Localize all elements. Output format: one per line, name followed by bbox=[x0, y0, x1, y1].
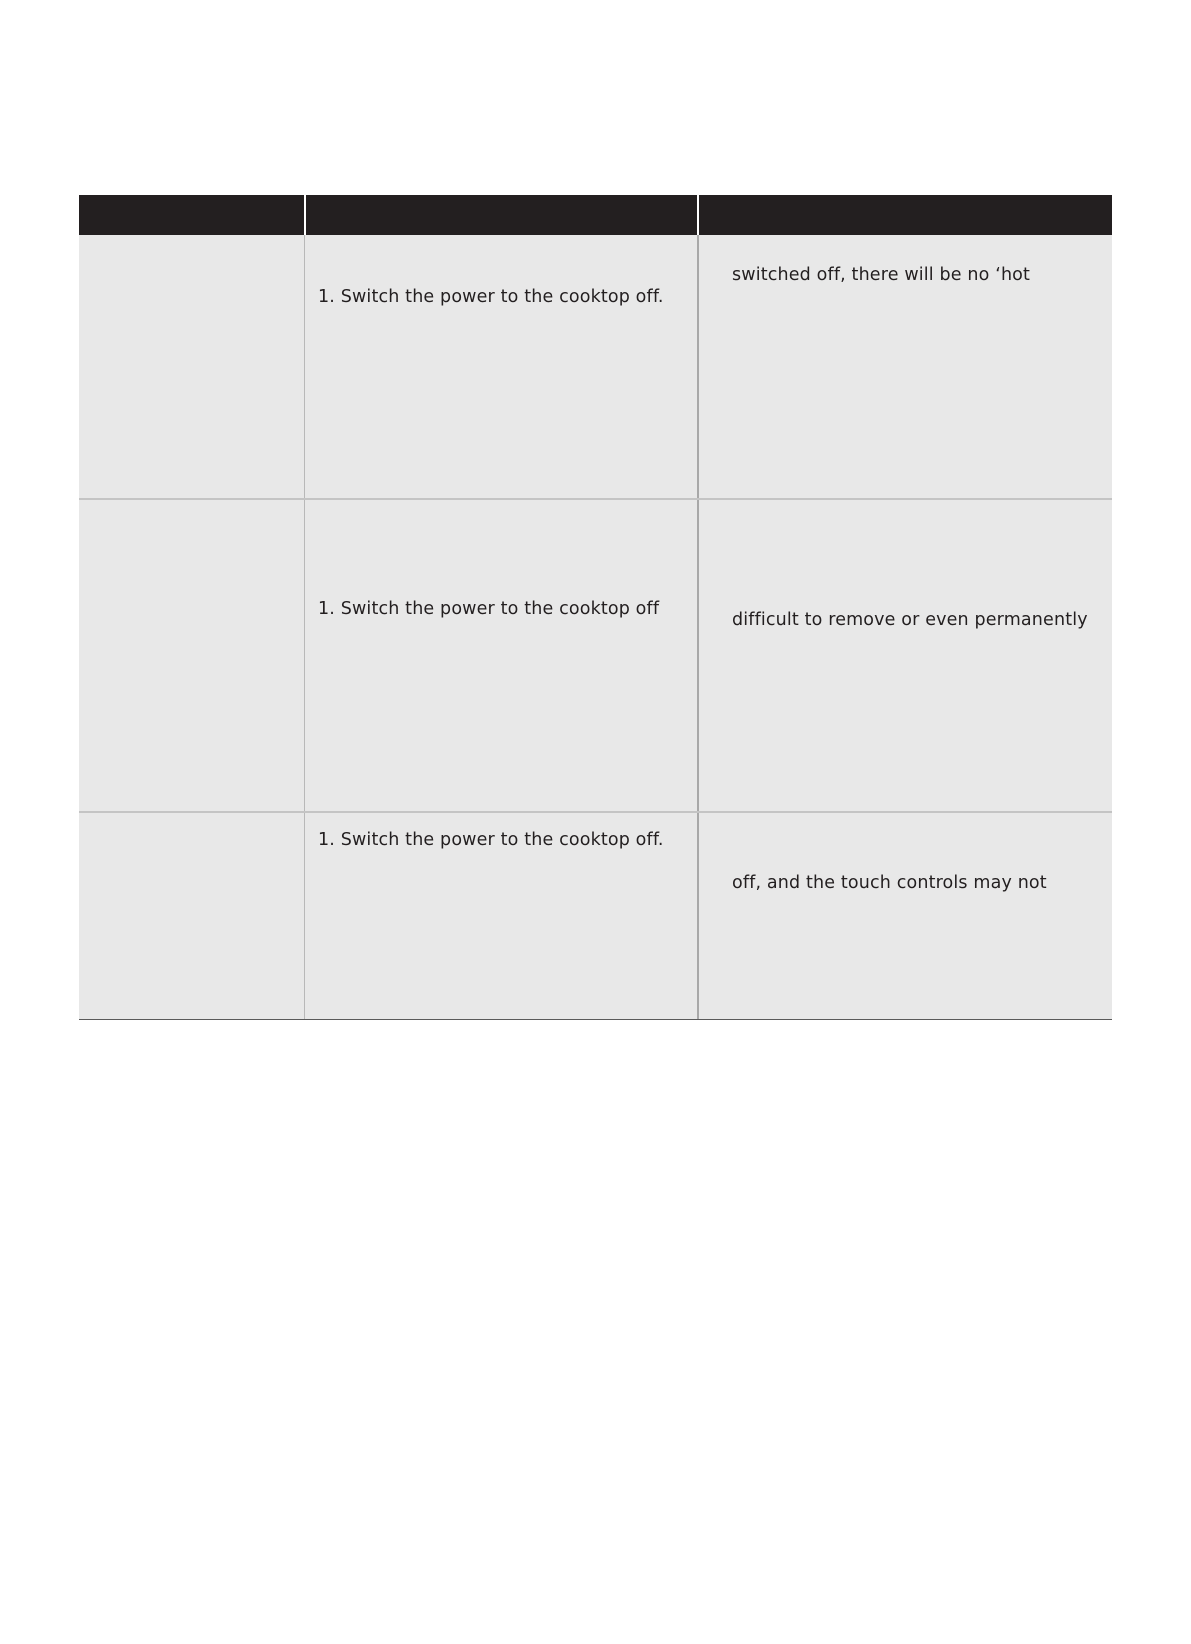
header-cell-problem bbox=[79, 195, 304, 235]
header-cell-solution bbox=[304, 195, 697, 235]
table-row bbox=[79, 498, 1112, 811]
table-row bbox=[79, 811, 1112, 1019]
table-cell bbox=[304, 813, 697, 1019]
troubleshooting-table bbox=[79, 195, 1112, 1020]
cell-text: 1. Switch the power to the cooktop off bbox=[318, 599, 660, 619]
table-cell bbox=[697, 813, 1112, 1019]
table-cell bbox=[79, 813, 304, 1019]
cell-text: 1. Switch the power to the cooktop off. bbox=[318, 830, 664, 850]
table-cell bbox=[304, 500, 697, 811]
table-cell bbox=[79, 500, 304, 811]
cell-text: switched off, there will be no ‘hot bbox=[732, 265, 1031, 285]
cell-text: 1. Switch the power to the cooktop off. bbox=[318, 287, 664, 307]
table-cell bbox=[697, 235, 1112, 498]
table-cell bbox=[304, 235, 697, 498]
cell-text: off, and the touch controls may not bbox=[732, 873, 1047, 893]
table-header bbox=[79, 195, 1112, 235]
header-cell-note bbox=[697, 195, 1112, 235]
cell-text: difficult to remove or even permanently bbox=[732, 610, 1088, 630]
table-row bbox=[79, 235, 1112, 498]
table-cell bbox=[697, 500, 1112, 811]
table-cell bbox=[79, 235, 304, 498]
